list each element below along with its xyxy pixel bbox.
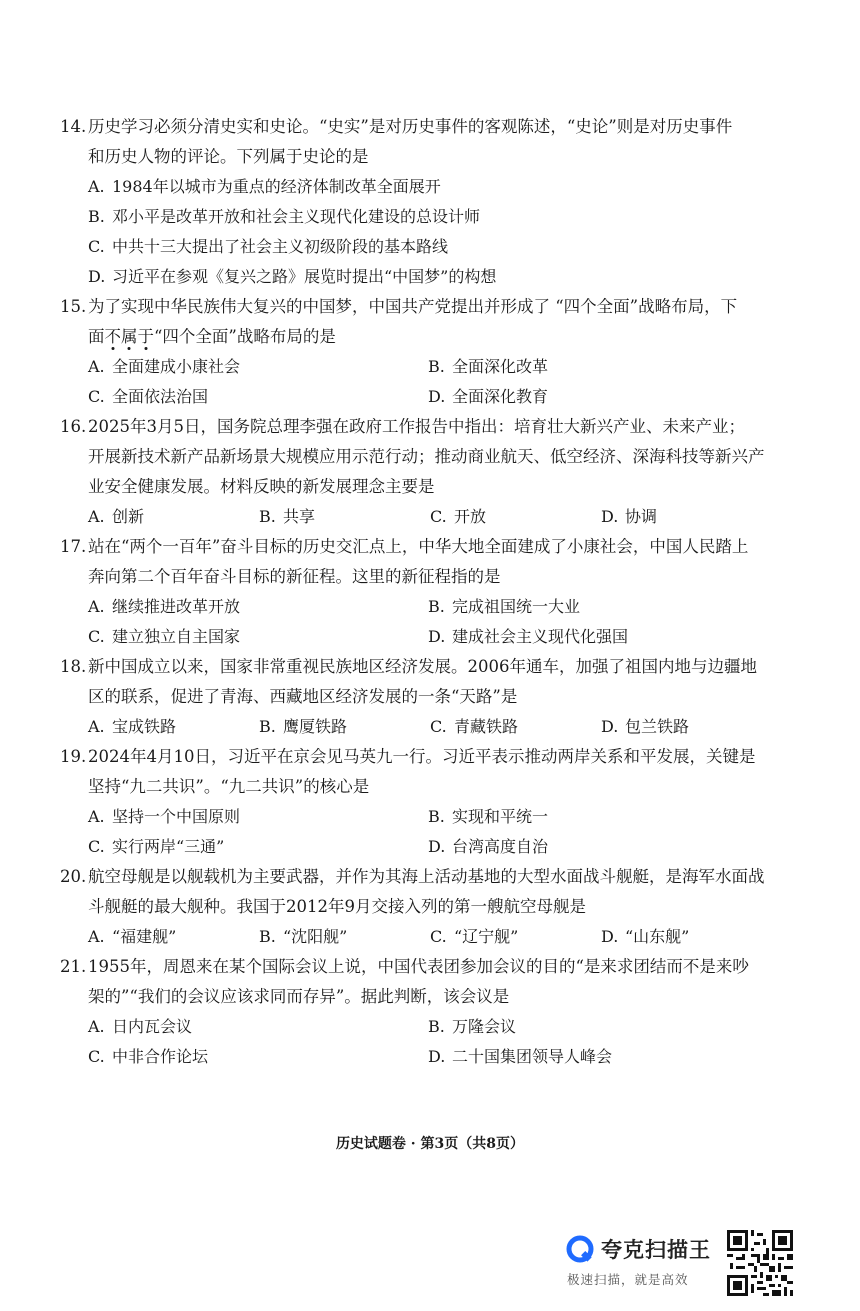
question-stem: 为了实现中华民族伟大复兴的中国梦，中国共产党提出并形成了 “四个全面”战略布局，下 面不属于“四个全面”战略布局的是 — [88, 297, 738, 346]
brand-slogan: 极速扫描，就是高效 — [567, 1272, 689, 1287]
option-a: A. 继续推进改革开放 — [88, 597, 241, 616]
option-b: B. 邓小平是改革开放和社会主义现代化建设的总设计师 — [88, 207, 481, 226]
question-18 — [60, 652, 805, 742]
question-stem: 站在“两个一百年”奋斗目标的历史交汇点上，中华大地全面建成了小康社会，中国人民踏上 奔向第二个百年奋斗目标的新征程。这里的新征程指的是 — [88, 537, 749, 586]
option-b: B. 鹰厦铁路 — [259, 717, 348, 736]
option-b: B. 完成祖国统一大业 — [428, 597, 581, 616]
question-stem: 2024年4月10日，习近平在京会见马英九一行。习近平表示推动两岸关系和平发展，关键是 坚持“九二共识”。“九二共识”的核心是 — [88, 747, 756, 796]
option-c: C. 全面依法治国 — [88, 387, 209, 406]
question-number: 16. — [60, 417, 87, 436]
option-d: D. 台湾高度自治 — [428, 837, 549, 856]
option-c: C. “辽宁舰” — [430, 927, 519, 946]
option-a: A. 创新 — [88, 507, 145, 526]
brand-name: 夸克扫描王 — [601, 1238, 711, 1262]
option-c: C. 实行两岸“三通” — [88, 837, 225, 856]
quark-logo-icon — [565, 1234, 595, 1264]
question-20 — [60, 862, 805, 952]
question-stem: 2025年3月5日，国务院总理李强在政府工作报告中指出：培育壮大新兴产业、未来产业； 开展新技术新产品新场景大规模应用示范行动；推动商业航天、低空经济、深海科技等新兴产 业安全健康发展。材料反映的新发展理念主要是 — [88, 417, 765, 496]
question-stem: 历史学习必须分清史实和史论。“史实”是对历史事件的客观陈述，“史论”则是对历史事件 和历史人物的评论。下列属于史论的是 — [88, 117, 733, 166]
emphasis-dotted-text: 不属于 — [104, 327, 154, 346]
option-a: A. 宝成铁路 — [88, 717, 177, 736]
question-number: 14. — [60, 117, 87, 136]
option-a: A. 坚持一个中国原则 — [88, 807, 241, 826]
question-number: 20. — [60, 867, 87, 886]
option-b: B. 全面深化改革 — [428, 357, 549, 376]
page-footer: 历史试题卷 · 第3页（共8页） — [335, 1136, 525, 1152]
question-number: 17. — [60, 537, 87, 556]
question-14 — [60, 112, 805, 292]
option-d: D. 建成社会主义现代化强国 — [428, 627, 629, 646]
option-b: B. “沈阳舰” — [259, 927, 348, 946]
option-a: A. 1984年以城市为重点的经济体制改革全面展开 — [88, 177, 441, 196]
question-16 — [60, 412, 805, 532]
question-stem: 航空母舰是以舰载机为主要武器，并作为其海上活动基地的大型水面战斗舰艇，是海军水面战 斗舰艇的最大舰种。我国于2012年9月交接入列的第一艘航空母舰是 — [88, 867, 765, 916]
option-b: B. 万隆会议 — [428, 1017, 517, 1036]
option-c: C. 开放 — [430, 507, 487, 526]
option-d: D. 二十国集团领导人峰会 — [428, 1047, 613, 1066]
option-c: C. 青藏铁路 — [430, 717, 519, 736]
question-number: 21. — [60, 957, 87, 976]
option-b: B. 实现和平统一 — [428, 807, 549, 826]
option-a: A. 日内瓦会议 — [88, 1017, 193, 1036]
question-number: 19. — [60, 747, 87, 766]
question-19 — [60, 742, 805, 862]
option-c: C. 中共十三大提出了社会主义初级阶段的基本路线 — [88, 237, 449, 256]
option-d: D. “山东舰” — [601, 927, 690, 946]
question-number: 18. — [60, 657, 87, 676]
option-b: B. 共享 — [259, 507, 316, 526]
option-d: D. 习近平在参观《复兴之路》展览时提出“中国梦”的构想 — [88, 267, 497, 286]
qr-code-icon — [727, 1230, 793, 1296]
option-a: A. 全面建成小康社会 — [88, 357, 241, 376]
question-17 — [60, 532, 805, 652]
question-number: 15. — [60, 297, 87, 316]
option-c: C. 建立独立自主国家 — [88, 627, 241, 646]
question-stem: 1955年，周恩来在某个国际会议上说，中国代表团参加会议的目的“是来求团结而不是来吵 架的”“我们的会议应该求同而存异”。据此判断，该会议是 — [88, 957, 749, 1006]
question-stem: 新中国成立以来，国家非常重视民族地区经济发展。2006年通车，加强了祖国内地与边疆地 区的联系，促进了青海、西藏地区经济发展的一条“天路”是 — [88, 657, 757, 706]
option-d: D. 包兰铁路 — [601, 717, 690, 736]
question-list — [60, 112, 805, 1072]
question-15 — [60, 292, 805, 412]
scanner-watermark — [565, 1232, 725, 1292]
option-a: A. “福建舰” — [88, 927, 177, 946]
question-21 — [60, 952, 805, 1072]
option-d: D. 全面深化教育 — [428, 387, 549, 406]
option-d: D. 协调 — [601, 507, 658, 526]
option-c: C. 中非合作论坛 — [88, 1047, 209, 1066]
